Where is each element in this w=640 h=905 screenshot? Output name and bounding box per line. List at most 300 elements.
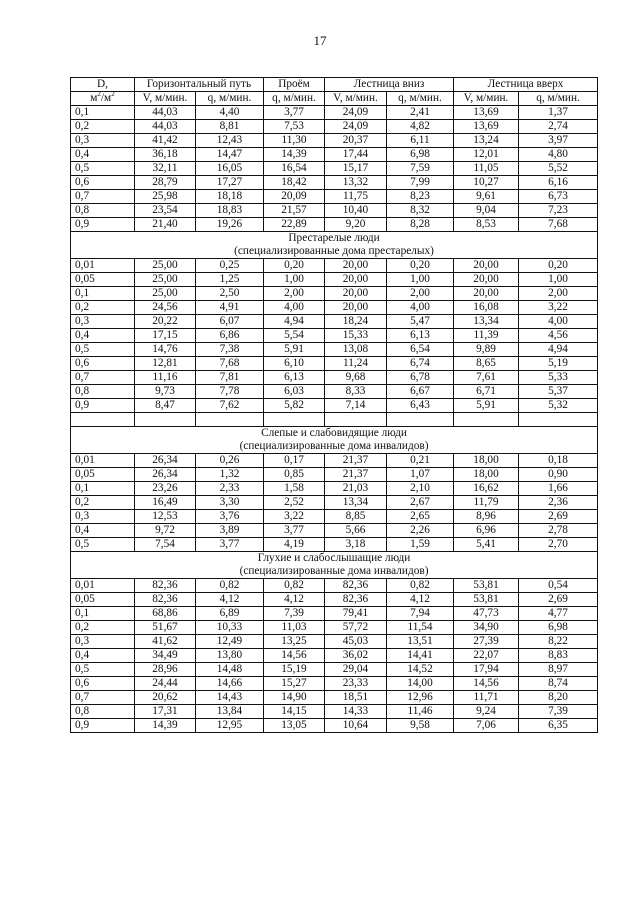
value-cell: 4,80 bbox=[519, 148, 598, 162]
table-row bbox=[71, 510, 598, 524]
value-cell: 28,79 bbox=[135, 176, 196, 190]
table-row bbox=[71, 162, 598, 176]
value-cell: 0,90 bbox=[519, 468, 598, 482]
density-cell: 0,9 bbox=[71, 399, 135, 413]
value-cell: 14,90 bbox=[264, 691, 325, 705]
table-row bbox=[71, 343, 598, 357]
table-row bbox=[71, 259, 598, 273]
density-cell: 0,05 bbox=[71, 468, 135, 482]
value-cell: 26,34 bbox=[135, 454, 196, 468]
value-cell: 8,28 bbox=[387, 218, 454, 232]
value-cell: 4,00 bbox=[519, 315, 598, 329]
value-cell: 11,71 bbox=[454, 691, 519, 705]
value-cell: 0,25 bbox=[196, 259, 264, 273]
subheader: q, м/мин. bbox=[387, 92, 454, 106]
value-cell: 20,62 bbox=[135, 691, 196, 705]
value-cell: 4,00 bbox=[264, 301, 325, 315]
section-subtitle: (специализированные дома престарелых) bbox=[71, 245, 598, 259]
value-cell: 14,43 bbox=[196, 691, 264, 705]
value-cell: 41,42 bbox=[135, 134, 196, 148]
value-cell: 14,52 bbox=[387, 663, 454, 677]
value-cell: 14,39 bbox=[135, 719, 196, 733]
blank-cell bbox=[264, 413, 325, 427]
table-row bbox=[71, 315, 598, 329]
table-row bbox=[71, 496, 598, 510]
value-cell: 14,56 bbox=[454, 677, 519, 691]
value-cell: 14,41 bbox=[387, 649, 454, 663]
value-cell: 6,71 bbox=[454, 385, 519, 399]
table-body bbox=[71, 106, 598, 733]
value-cell: 29,04 bbox=[325, 663, 387, 677]
value-cell: 17,27 bbox=[196, 176, 264, 190]
value-cell: 7,54 bbox=[135, 538, 196, 552]
table-row bbox=[71, 635, 598, 649]
value-cell: 25,98 bbox=[135, 190, 196, 204]
value-cell: 8,97 bbox=[519, 663, 598, 677]
density-cell: 0,4 bbox=[71, 649, 135, 663]
value-cell: 36,18 bbox=[135, 148, 196, 162]
value-cell: 8,81 bbox=[196, 120, 264, 134]
table-row bbox=[71, 204, 598, 218]
value-cell: 15,19 bbox=[264, 663, 325, 677]
value-cell: 4,82 bbox=[387, 120, 454, 134]
density-cell: 0,5 bbox=[71, 663, 135, 677]
value-cell: 5,82 bbox=[264, 399, 325, 413]
table-row bbox=[71, 329, 598, 343]
value-cell: 5,52 bbox=[519, 162, 598, 176]
value-cell: 12,43 bbox=[196, 134, 264, 148]
value-cell: 2,69 bbox=[519, 510, 598, 524]
value-cell: 6,78 bbox=[387, 371, 454, 385]
value-cell: 2,10 bbox=[387, 482, 454, 496]
value-cell: 3,77 bbox=[196, 538, 264, 552]
blank-cell bbox=[454, 413, 519, 427]
value-cell: 2,78 bbox=[519, 524, 598, 538]
value-cell: 21,37 bbox=[325, 468, 387, 482]
value-cell: 13,80 bbox=[196, 649, 264, 663]
value-cell: 14,00 bbox=[387, 677, 454, 691]
table-row bbox=[71, 468, 598, 482]
table-row bbox=[71, 218, 598, 232]
value-cell: 2,65 bbox=[387, 510, 454, 524]
blank-row bbox=[71, 413, 598, 427]
value-cell: 18,24 bbox=[325, 315, 387, 329]
value-cell: 21,40 bbox=[135, 218, 196, 232]
density-cell: 0,7 bbox=[71, 691, 135, 705]
value-cell: 22,07 bbox=[454, 649, 519, 663]
density-cell: 0,6 bbox=[71, 357, 135, 371]
section-title-row bbox=[71, 427, 598, 441]
value-cell: 7,61 bbox=[454, 371, 519, 385]
value-cell: 2,52 bbox=[264, 496, 325, 510]
value-cell: 6,07 bbox=[196, 315, 264, 329]
value-cell: 8,23 bbox=[387, 190, 454, 204]
section-subtitle: (специализированные дома инвалидов) bbox=[71, 565, 598, 579]
value-cell: 11,24 bbox=[325, 357, 387, 371]
density-cell: 0,05 bbox=[71, 273, 135, 287]
value-cell: 13,69 bbox=[454, 120, 519, 134]
value-cell: 11,05 bbox=[454, 162, 519, 176]
value-cell: 0,82 bbox=[387, 579, 454, 593]
value-cell: 1,00 bbox=[519, 273, 598, 287]
value-cell: 8,96 bbox=[454, 510, 519, 524]
value-cell: 1,59 bbox=[387, 538, 454, 552]
value-cell: 0,26 bbox=[196, 454, 264, 468]
table-row bbox=[71, 663, 598, 677]
value-cell: 10,40 bbox=[325, 204, 387, 218]
value-cell: 1,25 bbox=[196, 273, 264, 287]
blank-cell bbox=[71, 413, 135, 427]
value-cell: 3,77 bbox=[264, 106, 325, 120]
value-cell: 20,00 bbox=[454, 287, 519, 301]
value-cell: 12,01 bbox=[454, 148, 519, 162]
blank-cell bbox=[387, 413, 454, 427]
density-cell: 0,8 bbox=[71, 385, 135, 399]
value-cell: 6,74 bbox=[387, 357, 454, 371]
value-cell: 20,00 bbox=[325, 259, 387, 273]
value-cell: 24,44 bbox=[135, 677, 196, 691]
table-row bbox=[71, 371, 598, 385]
value-cell: 0,54 bbox=[519, 579, 598, 593]
value-cell: 23,54 bbox=[135, 204, 196, 218]
value-cell: 10,27 bbox=[454, 176, 519, 190]
density-cell: 0,01 bbox=[71, 454, 135, 468]
value-cell: 14,66 bbox=[196, 677, 264, 691]
value-cell: 6,35 bbox=[519, 719, 598, 733]
value-cell: 2,67 bbox=[387, 496, 454, 510]
table-row bbox=[71, 273, 598, 287]
value-cell: 4,77 bbox=[519, 607, 598, 621]
density-cell: 0,3 bbox=[71, 134, 135, 148]
value-cell: 18,51 bbox=[325, 691, 387, 705]
value-cell: 51,67 bbox=[135, 621, 196, 635]
value-cell: 2,26 bbox=[387, 524, 454, 538]
section-title-row bbox=[71, 232, 598, 246]
value-cell: 14,48 bbox=[196, 663, 264, 677]
value-cell: 4,12 bbox=[387, 593, 454, 607]
value-cell: 6,13 bbox=[387, 329, 454, 343]
table-row bbox=[71, 301, 598, 315]
value-cell: 17,44 bbox=[325, 148, 387, 162]
value-cell: 13,51 bbox=[387, 635, 454, 649]
value-cell: 5,41 bbox=[454, 538, 519, 552]
value-cell: 14,33 bbox=[325, 705, 387, 719]
value-cell: 8,20 bbox=[519, 691, 598, 705]
value-cell: 16,54 bbox=[264, 162, 325, 176]
value-cell: 13,34 bbox=[454, 315, 519, 329]
value-cell: 57,72 bbox=[325, 621, 387, 635]
value-cell: 8,32 bbox=[387, 204, 454, 218]
density-cell: 0,6 bbox=[71, 176, 135, 190]
value-cell: 2,33 bbox=[196, 482, 264, 496]
header-group-opening: Проём bbox=[264, 78, 325, 92]
density-cell: 0,1 bbox=[71, 607, 135, 621]
value-cell: 6,98 bbox=[519, 621, 598, 635]
value-cell: 7,53 bbox=[264, 120, 325, 134]
value-cell: 2,41 bbox=[387, 106, 454, 120]
value-cell: 13,32 bbox=[325, 176, 387, 190]
table-row bbox=[71, 454, 598, 468]
value-cell: 20,22 bbox=[135, 315, 196, 329]
blank-cell bbox=[325, 413, 387, 427]
value-cell: 4,12 bbox=[264, 593, 325, 607]
value-cell: 0,82 bbox=[196, 579, 264, 593]
value-cell: 68,86 bbox=[135, 607, 196, 621]
value-cell: 7,99 bbox=[387, 176, 454, 190]
value-cell: 9,61 bbox=[454, 190, 519, 204]
value-cell: 21,37 bbox=[325, 454, 387, 468]
value-cell: 5,91 bbox=[264, 343, 325, 357]
value-cell: 7,68 bbox=[519, 218, 598, 232]
value-cell: 2,74 bbox=[519, 120, 598, 134]
value-cell: 6,11 bbox=[387, 134, 454, 148]
value-cell: 18,18 bbox=[196, 190, 264, 204]
header-group-stairs-up: Лестница вверх bbox=[454, 78, 598, 92]
density-cell: 0,2 bbox=[71, 621, 135, 635]
value-cell: 23,33 bbox=[325, 677, 387, 691]
value-cell: 12,53 bbox=[135, 510, 196, 524]
table-row bbox=[71, 593, 598, 607]
value-cell: 82,36 bbox=[135, 593, 196, 607]
density-cell: 0,01 bbox=[71, 579, 135, 593]
value-cell: 26,34 bbox=[135, 468, 196, 482]
header-density-unit: $м^2/м^2$ bbox=[71, 92, 135, 106]
value-cell: 23,26 bbox=[135, 482, 196, 496]
density-cell: 0,9 bbox=[71, 218, 135, 232]
value-cell: 4,40 bbox=[196, 106, 264, 120]
value-cell: 5,33 bbox=[519, 371, 598, 385]
subheader: q, м/мин. bbox=[196, 92, 264, 106]
density-cell: 0,4 bbox=[71, 524, 135, 538]
value-cell: 7,94 bbox=[387, 607, 454, 621]
value-cell: 6,67 bbox=[387, 385, 454, 399]
value-cell: 6,98 bbox=[387, 148, 454, 162]
value-cell: 17,31 bbox=[135, 705, 196, 719]
value-cell: 3,76 bbox=[196, 510, 264, 524]
table-row bbox=[71, 691, 598, 705]
value-cell: 4,94 bbox=[519, 343, 598, 357]
table-row bbox=[71, 607, 598, 621]
table-row bbox=[71, 719, 598, 733]
table-row bbox=[71, 120, 598, 134]
value-cell: 8,85 bbox=[325, 510, 387, 524]
value-cell: 7,81 bbox=[196, 371, 264, 385]
subheader: V, м/мин. bbox=[454, 92, 519, 106]
data-table bbox=[70, 77, 598, 733]
table-row bbox=[71, 357, 598, 371]
value-cell: 41,62 bbox=[135, 635, 196, 649]
value-cell: 8,33 bbox=[325, 385, 387, 399]
table-row bbox=[71, 538, 598, 552]
value-cell: 3,22 bbox=[519, 301, 598, 315]
value-cell: 13,34 bbox=[325, 496, 387, 510]
value-cell: 2,70 bbox=[519, 538, 598, 552]
value-cell: 1,66 bbox=[519, 482, 598, 496]
value-cell: 2,00 bbox=[264, 287, 325, 301]
value-cell: 21,57 bbox=[264, 204, 325, 218]
subheader: V, м/мин. bbox=[135, 92, 196, 106]
value-cell: 44,03 bbox=[135, 106, 196, 120]
header-group-horizontal: Горизонтальный путь bbox=[135, 78, 264, 92]
density-cell: 0,6 bbox=[71, 677, 135, 691]
value-cell: 7,39 bbox=[264, 607, 325, 621]
value-cell: 20,00 bbox=[454, 273, 519, 287]
value-cell: 7,23 bbox=[519, 204, 598, 218]
section-title: Глухие и слабослышащие люди bbox=[71, 552, 598, 566]
table-row bbox=[71, 106, 598, 120]
value-cell: 4,12 bbox=[196, 593, 264, 607]
value-cell: 4,91 bbox=[196, 301, 264, 315]
value-cell: 11,39 bbox=[454, 329, 519, 343]
value-cell: 13,69 bbox=[454, 106, 519, 120]
value-cell: 2,69 bbox=[519, 593, 598, 607]
value-cell: 8,74 bbox=[519, 677, 598, 691]
value-cell: 8,47 bbox=[135, 399, 196, 413]
value-cell: 14,15 bbox=[264, 705, 325, 719]
value-cell: 10,33 bbox=[196, 621, 264, 635]
density-cell: 0,5 bbox=[71, 162, 135, 176]
value-cell: 8,83 bbox=[519, 649, 598, 663]
value-cell: 18,00 bbox=[454, 468, 519, 482]
value-cell: 32,11 bbox=[135, 162, 196, 176]
value-cell: 7,06 bbox=[454, 719, 519, 733]
value-cell: 4,94 bbox=[264, 315, 325, 329]
value-cell: 2,50 bbox=[196, 287, 264, 301]
density-cell: 0,1 bbox=[71, 482, 135, 496]
value-cell: 6,89 bbox=[196, 607, 264, 621]
value-cell: 34,90 bbox=[454, 621, 519, 635]
value-cell: 6,73 bbox=[519, 190, 598, 204]
value-cell: 47,73 bbox=[454, 607, 519, 621]
value-cell: 12,49 bbox=[196, 635, 264, 649]
density-cell: 0,8 bbox=[71, 705, 135, 719]
value-cell: 5,54 bbox=[264, 329, 325, 343]
value-cell: 3,77 bbox=[264, 524, 325, 538]
table-row bbox=[71, 677, 598, 691]
value-cell: 20,37 bbox=[325, 134, 387, 148]
value-cell: 4,00 bbox=[387, 301, 454, 315]
subheader: q, м/мин. bbox=[519, 92, 598, 106]
value-cell: 17,15 bbox=[135, 329, 196, 343]
density-cell: 0,4 bbox=[71, 329, 135, 343]
table-row bbox=[71, 148, 598, 162]
density-cell: 0,9 bbox=[71, 719, 135, 733]
value-cell: 1,37 bbox=[519, 106, 598, 120]
value-cell: 79,41 bbox=[325, 607, 387, 621]
table-row bbox=[71, 524, 598, 538]
value-cell: 6,13 bbox=[264, 371, 325, 385]
section-subtitle-row bbox=[71, 565, 598, 579]
section-title-row bbox=[71, 552, 598, 566]
value-cell: 11,03 bbox=[264, 621, 325, 635]
table-row bbox=[71, 579, 598, 593]
density-cell: 0,7 bbox=[71, 371, 135, 385]
value-cell: 20,00 bbox=[325, 301, 387, 315]
value-cell: 6,43 bbox=[387, 399, 454, 413]
value-cell: 11,75 bbox=[325, 190, 387, 204]
value-cell: 7,68 bbox=[196, 357, 264, 371]
value-cell: 4,19 bbox=[264, 538, 325, 552]
value-cell: 20,00 bbox=[325, 287, 387, 301]
value-cell: 5,91 bbox=[454, 399, 519, 413]
value-cell: 1,32 bbox=[196, 468, 264, 482]
density-cell: 0,05 bbox=[71, 593, 135, 607]
table-row bbox=[71, 705, 598, 719]
value-cell: 19,26 bbox=[196, 218, 264, 232]
value-cell: 3,18 bbox=[325, 538, 387, 552]
density-cell: 0,4 bbox=[71, 148, 135, 162]
section-title: Престарелые люди bbox=[71, 232, 598, 246]
value-cell: 3,97 bbox=[519, 134, 598, 148]
density-cell: 0,8 bbox=[71, 204, 135, 218]
value-cell: 24,09 bbox=[325, 120, 387, 134]
value-cell: 24,56 bbox=[135, 301, 196, 315]
value-cell: 2,36 bbox=[519, 496, 598, 510]
value-cell: 9,73 bbox=[135, 385, 196, 399]
value-cell: 14,39 bbox=[264, 148, 325, 162]
value-cell: 45,03 bbox=[325, 635, 387, 649]
value-cell: 14,76 bbox=[135, 343, 196, 357]
value-cell: 0,20 bbox=[387, 259, 454, 273]
value-cell: 11,79 bbox=[454, 496, 519, 510]
value-cell: 7,78 bbox=[196, 385, 264, 399]
value-cell: 7,38 bbox=[196, 343, 264, 357]
header-row-units bbox=[71, 92, 598, 106]
density-cell: 0,3 bbox=[71, 315, 135, 329]
value-cell: 15,33 bbox=[325, 329, 387, 343]
table-row bbox=[71, 621, 598, 635]
value-cell: 0,20 bbox=[264, 259, 325, 273]
value-cell: 12,95 bbox=[196, 719, 264, 733]
density-cell: 0,5 bbox=[71, 343, 135, 357]
value-cell: 16,05 bbox=[196, 162, 264, 176]
section-subtitle-row bbox=[71, 245, 598, 259]
value-cell: 6,10 bbox=[264, 357, 325, 371]
value-cell: 9,58 bbox=[387, 719, 454, 733]
subheader: q, м/мин. bbox=[264, 92, 325, 106]
blank-cell bbox=[519, 413, 598, 427]
value-cell: 5,32 bbox=[519, 399, 598, 413]
value-cell: 13,24 bbox=[454, 134, 519, 148]
value-cell: 13,05 bbox=[264, 719, 325, 733]
header-row-groups bbox=[71, 78, 598, 92]
density-cell: 0,5 bbox=[71, 538, 135, 552]
value-cell: 34,49 bbox=[135, 649, 196, 663]
section-title: Слепые и слабовидящие люди bbox=[71, 427, 598, 441]
value-cell: 0,82 bbox=[264, 579, 325, 593]
value-cell: 1,00 bbox=[387, 273, 454, 287]
value-cell: 25,00 bbox=[135, 259, 196, 273]
value-cell: 14,47 bbox=[196, 148, 264, 162]
subheader: V, м/мин. bbox=[325, 92, 387, 106]
value-cell: 18,42 bbox=[264, 176, 325, 190]
value-cell: 6,86 bbox=[196, 329, 264, 343]
value-cell: 13,84 bbox=[196, 705, 264, 719]
density-cell: 0,2 bbox=[71, 301, 135, 315]
value-cell: 5,37 bbox=[519, 385, 598, 399]
table-row bbox=[71, 287, 598, 301]
value-cell: 36,02 bbox=[325, 649, 387, 663]
value-cell: 9,89 bbox=[454, 343, 519, 357]
value-cell: 5,66 bbox=[325, 524, 387, 538]
value-cell: 8,22 bbox=[519, 635, 598, 649]
density-cell: 0,7 bbox=[71, 190, 135, 204]
table-row bbox=[71, 385, 598, 399]
value-cell: 12,81 bbox=[135, 357, 196, 371]
value-cell: 15,27 bbox=[264, 677, 325, 691]
density-cell: 0,01 bbox=[71, 259, 135, 273]
value-cell: 44,03 bbox=[135, 120, 196, 134]
